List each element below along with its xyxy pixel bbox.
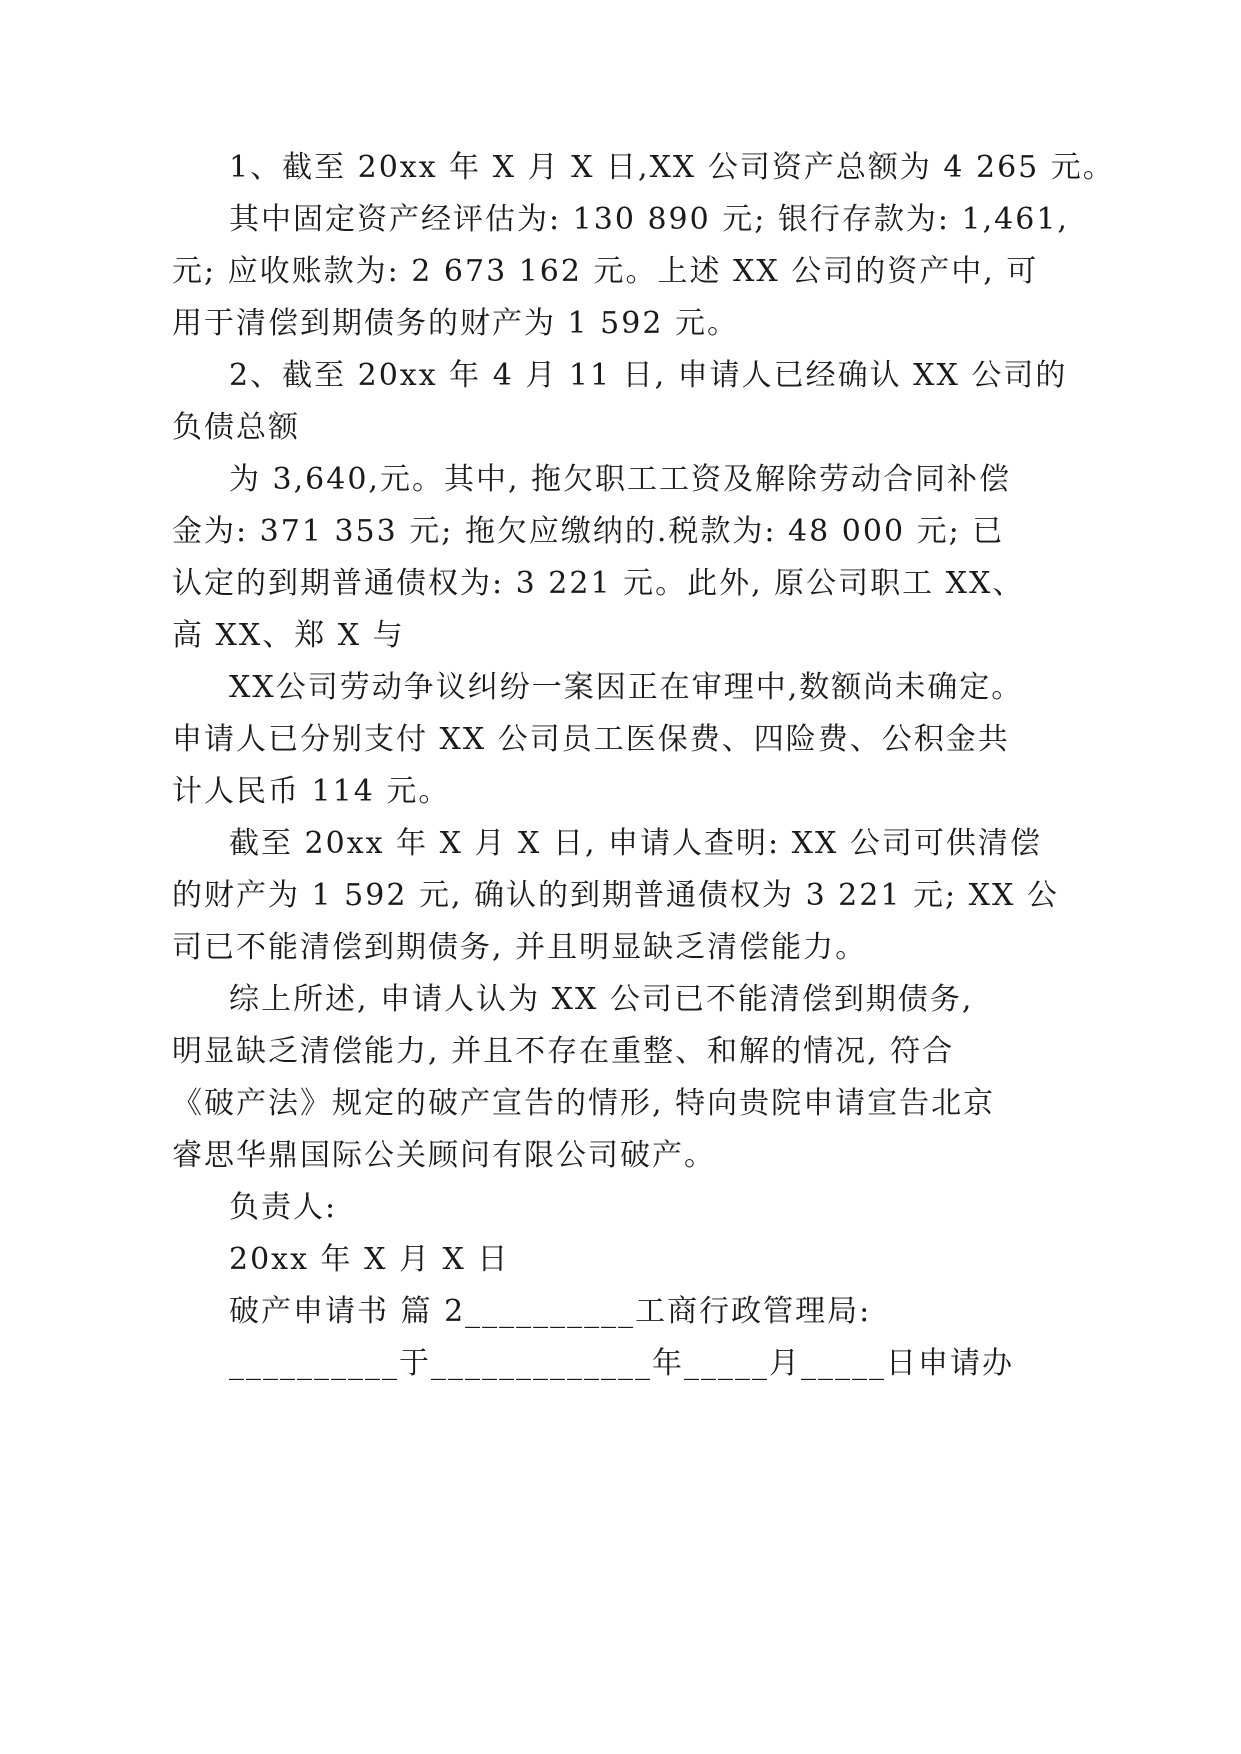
text-line: 申请人已分别支付 XX 公司员工医保费、四险费、公积金共 — [172, 722, 1010, 757]
text-line: 计人民币 114 元。 — [172, 774, 451, 809]
text-line: 认定的到期普通债权为: 3 221 元。此外, 原公司职工 XX、 — [172, 566, 1025, 601]
text-line: 综上所述, 申请人认为 XX 公司已不能清偿到期债务, — [229, 982, 974, 1017]
text-line: 的财产为 1 592 元, 确认的到期普通债权为 3 221 元; XX 公 — [172, 878, 1059, 913]
text-line: 为 3,640,元。其中, 拖欠职工工资及解除劳动合同补偿 — [229, 462, 1012, 497]
text-line: 司已不能清偿到期债务, 并且明显缺乏清偿能力。 — [172, 930, 868, 965]
text-line: 金为: 371 353 元; 拖欠应缴纳的.税款为: 48 000 元; 已 — [172, 514, 1005, 549]
text-line: 2、截至 20xx 年 4 月 11 日, 申请人已经确认 XX 公司的 — [229, 358, 1068, 393]
text-line: 其中固定资产经评估为: 130 890 元; 银行存款为: 1,461, — [229, 202, 1069, 237]
text-line: 元; 应收账款为: 2 673 162 元。上述 XX 公司的资产中, 可 — [172, 254, 1039, 289]
text-line: 截至 20xx 年 X 月 X 日, 申请人查明: XX 公司可供清偿 — [229, 826, 1042, 861]
text-line: 睿思华鼎国际公关顾问有限公司破产。 — [172, 1138, 716, 1173]
text-line: XX公司劳动争议纠纷一案因正在审理中,数额尚未确定。 — [229, 670, 1024, 705]
text-line: 负责人: — [229, 1190, 338, 1225]
text-line: 用于清偿到期债务的财产为 1 592 元。 — [172, 306, 739, 341]
text-line: __________于_____________年_____月_____日申请办 — [229, 1346, 1014, 1381]
text-line: 明显缺乏清偿能力, 并且不存在重整、和解的情况, 符合 — [172, 1034, 955, 1069]
text-line: 高 XX、郑 X 与 — [172, 618, 405, 653]
text-line: 1、截至 20xx 年 X 月 X 日,XX 公司资产总额为 4 265 元。 — [229, 150, 1115, 185]
text-line: 负债总额 — [172, 410, 300, 445]
text-line: 《破产法》规定的破产宣告的情形, 特向贵院申请宣告北京 — [172, 1086, 996, 1121]
text-line: 破产申请书 篇 2__________工商行政管理局: — [229, 1294, 872, 1329]
text-line: 20xx 年 X 月 X 日 — [229, 1242, 510, 1277]
